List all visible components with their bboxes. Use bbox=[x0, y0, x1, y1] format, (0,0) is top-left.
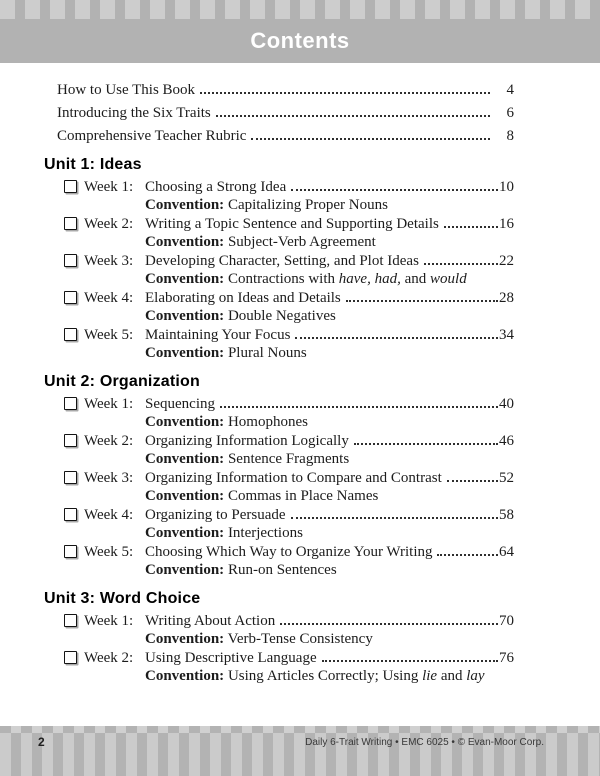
convention-text: Subject-Verb Agreement bbox=[227, 234, 376, 250]
toc-entry bbox=[57, 104, 514, 122]
convention-text: lay bbox=[466, 668, 485, 684]
week-title-line bbox=[145, 326, 514, 344]
toc-entry bbox=[57, 127, 514, 145]
convention-line bbox=[145, 630, 514, 648]
convention-text: would bbox=[430, 271, 467, 287]
week-title-line bbox=[145, 395, 514, 413]
convention-line bbox=[145, 413, 514, 431]
convention-label: Convention: bbox=[145, 631, 225, 647]
week-title: Sequencing bbox=[145, 396, 215, 412]
convention-text: Plural Nouns bbox=[227, 345, 307, 361]
convention-text: Interjections bbox=[227, 525, 303, 541]
week-label: Week 3: bbox=[84, 253, 134, 269]
convention-text: Capitalizing Proper Nouns bbox=[227, 197, 388, 213]
week-title-line bbox=[145, 612, 514, 630]
week-title-line bbox=[145, 506, 514, 524]
convention-text: Run-on Sentences bbox=[227, 562, 337, 578]
week-entry bbox=[44, 432, 514, 468]
convention-label: Convention: bbox=[145, 345, 225, 361]
convention-text: have, had, bbox=[338, 271, 401, 287]
week-title-line bbox=[145, 469, 514, 487]
checkbox-icon bbox=[64, 614, 77, 627]
dot-leader bbox=[200, 92, 490, 94]
week-main bbox=[145, 215, 514, 251]
week-page: 10 bbox=[499, 179, 514, 195]
week-entry bbox=[44, 178, 514, 214]
convention-line bbox=[145, 561, 514, 579]
convention-label: Convention: bbox=[145, 668, 225, 684]
week-main bbox=[145, 326, 514, 362]
dot-leader bbox=[424, 263, 498, 265]
week-entry bbox=[44, 469, 514, 505]
dot-leader bbox=[295, 337, 498, 339]
week-main bbox=[145, 252, 514, 288]
convention-label: Convention: bbox=[145, 234, 225, 250]
week-label: Week 5: bbox=[84, 327, 134, 343]
convention-text: and bbox=[400, 271, 431, 287]
convention-line bbox=[145, 487, 514, 505]
week-title: Using Descriptive Language bbox=[145, 650, 317, 666]
week-title: Choosing Which Way to Organize Your Writing bbox=[145, 544, 433, 560]
toc-entry-title: Introducing the Six Traits bbox=[57, 105, 211, 121]
convention-line bbox=[145, 233, 514, 251]
dot-leader bbox=[437, 554, 498, 556]
convention-text: Using Articles Correctly; Using bbox=[227, 668, 423, 684]
checkbox-icon bbox=[64, 651, 77, 664]
convention-text: Commas in Place Names bbox=[227, 488, 379, 504]
decorative-stripes-top bbox=[0, 0, 600, 19]
convention-label: Convention: bbox=[145, 197, 225, 213]
convention-label: Convention: bbox=[145, 562, 225, 578]
week-entry bbox=[44, 252, 514, 288]
week-title: Organizing Information to Compare and Contrast bbox=[145, 470, 442, 486]
week-main bbox=[145, 469, 514, 505]
dot-leader bbox=[251, 138, 490, 140]
week-main bbox=[145, 649, 514, 685]
week-title: Organizing Information Logically bbox=[145, 433, 349, 449]
week-label: Week 2: bbox=[84, 433, 134, 449]
checkbox-icon bbox=[64, 471, 77, 484]
convention-label: Convention: bbox=[145, 308, 225, 324]
dot-leader bbox=[346, 300, 498, 302]
week-title-line bbox=[145, 252, 514, 270]
week-title: Writing About Action bbox=[145, 613, 276, 629]
checkbox-icon bbox=[64, 508, 77, 521]
week-label: Week 2: bbox=[84, 650, 134, 666]
week-title: Elaborating on Ideas and Details bbox=[145, 290, 341, 306]
week-page: 40 bbox=[499, 396, 514, 412]
convention-label: Convention: bbox=[145, 451, 225, 467]
week-page: 70 bbox=[499, 613, 514, 629]
footer-credit: Daily 6-Trait Writing • EMC 6025 • © Evan-Moor Corp. bbox=[305, 737, 544, 748]
week-page: 46 bbox=[499, 433, 514, 449]
week-page: 34 bbox=[499, 327, 514, 343]
week-main bbox=[145, 432, 514, 468]
convention-label: Convention: bbox=[145, 271, 225, 287]
convention-text: Verb-Tense Consistency bbox=[227, 631, 373, 647]
week-entry bbox=[44, 506, 514, 542]
week-label: Week 1: bbox=[84, 613, 134, 629]
toc-entry-title: Comprehensive Teacher Rubric bbox=[57, 128, 247, 144]
week-page: 52 bbox=[499, 470, 514, 486]
week-main bbox=[145, 506, 514, 542]
table-of-contents bbox=[44, 63, 514, 685]
week-label: Week 4: bbox=[84, 507, 134, 523]
checkbox-icon bbox=[64, 291, 77, 304]
convention-line bbox=[145, 667, 514, 685]
week-entry bbox=[44, 612, 514, 648]
front-matter-list bbox=[44, 81, 514, 145]
week-entry bbox=[44, 326, 514, 362]
dot-leader bbox=[291, 517, 498, 519]
unit-heading: Unit 2: Organization bbox=[44, 373, 200, 390]
week-page: 16 bbox=[499, 216, 514, 232]
dot-leader bbox=[444, 226, 498, 228]
week-label: Week 1: bbox=[84, 179, 134, 195]
checkbox-icon bbox=[64, 254, 77, 267]
week-label: Week 1: bbox=[84, 396, 134, 412]
toc-entry-title: How to Use This Book bbox=[57, 82, 196, 98]
week-page: 22 bbox=[499, 253, 514, 269]
convention-line bbox=[145, 344, 514, 362]
checkbox-icon bbox=[64, 180, 77, 193]
week-main bbox=[145, 178, 514, 214]
dot-leader bbox=[291, 189, 498, 191]
convention-line bbox=[145, 450, 514, 468]
week-entry bbox=[44, 395, 514, 431]
page-number: 2 bbox=[38, 735, 45, 749]
convention-line bbox=[145, 524, 514, 542]
dot-leader bbox=[220, 406, 498, 408]
week-title-line bbox=[145, 178, 514, 196]
dot-leader bbox=[280, 623, 498, 625]
page-title: Contents bbox=[250, 28, 350, 53]
toc-entry bbox=[57, 81, 514, 99]
convention-text: and bbox=[437, 668, 467, 684]
dot-leader bbox=[322, 660, 498, 662]
convention-text: Contractions with bbox=[227, 271, 339, 287]
week-title: Developing Character, Setting, and Plot Ideas bbox=[145, 253, 419, 269]
week-title: Writing a Topic Sentence and Supporting Details bbox=[145, 216, 439, 232]
convention-label: Convention: bbox=[145, 414, 225, 430]
convention-line bbox=[145, 307, 514, 325]
convention-text: Double Negatives bbox=[227, 308, 336, 324]
checkbox-icon bbox=[64, 545, 77, 558]
week-entry bbox=[44, 215, 514, 251]
week-main bbox=[145, 612, 514, 648]
week-main bbox=[145, 289, 514, 325]
units-container bbox=[44, 155, 514, 685]
week-title: Choosing a Strong Idea bbox=[145, 179, 287, 195]
week-page: 64 bbox=[499, 544, 514, 560]
convention-line bbox=[145, 196, 514, 214]
week-label: Week 5: bbox=[84, 544, 134, 560]
week-main bbox=[145, 395, 514, 431]
week-title-line bbox=[145, 543, 514, 561]
toc-entry-page: 6 bbox=[506, 105, 514, 121]
week-title-line bbox=[145, 289, 514, 307]
week-title: Organizing to Persuade bbox=[145, 507, 286, 523]
week-label: Week 4: bbox=[84, 290, 134, 306]
toc-entry-page: 4 bbox=[506, 82, 514, 98]
week-page: 28 bbox=[499, 290, 514, 306]
convention-line bbox=[145, 270, 514, 288]
page-footer bbox=[0, 726, 600, 776]
checkbox-icon bbox=[64, 328, 77, 341]
week-page: 58 bbox=[499, 507, 514, 523]
dot-leader bbox=[216, 115, 490, 117]
convention-label: Convention: bbox=[145, 525, 225, 541]
dot-leader bbox=[354, 443, 498, 445]
unit-heading: Unit 3: Word Choice bbox=[44, 590, 201, 607]
toc-entry-page: 8 bbox=[506, 128, 514, 144]
week-title-line bbox=[145, 215, 514, 233]
checkbox-icon bbox=[64, 434, 77, 447]
week-title-line bbox=[145, 649, 514, 667]
week-page: 76 bbox=[499, 650, 514, 666]
week-entry bbox=[44, 289, 514, 325]
convention-text: Homophones bbox=[227, 414, 308, 430]
convention-text: Sentence Fragments bbox=[227, 451, 350, 467]
convention-label: Convention: bbox=[145, 488, 225, 504]
dot-leader bbox=[447, 480, 498, 482]
week-title-line bbox=[145, 432, 514, 450]
week-label: Week 2: bbox=[84, 216, 134, 232]
week-entry bbox=[44, 649, 514, 685]
week-entry bbox=[44, 543, 514, 579]
unit-heading: Unit 1: Ideas bbox=[44, 156, 142, 173]
checkbox-icon bbox=[64, 217, 77, 230]
week-main bbox=[145, 543, 514, 579]
week-title: Maintaining Your Focus bbox=[145, 327, 291, 343]
page-header bbox=[0, 19, 600, 63]
checkbox-icon bbox=[64, 397, 77, 410]
week-label: Week 3: bbox=[84, 470, 134, 486]
convention-text: lie bbox=[422, 668, 438, 684]
